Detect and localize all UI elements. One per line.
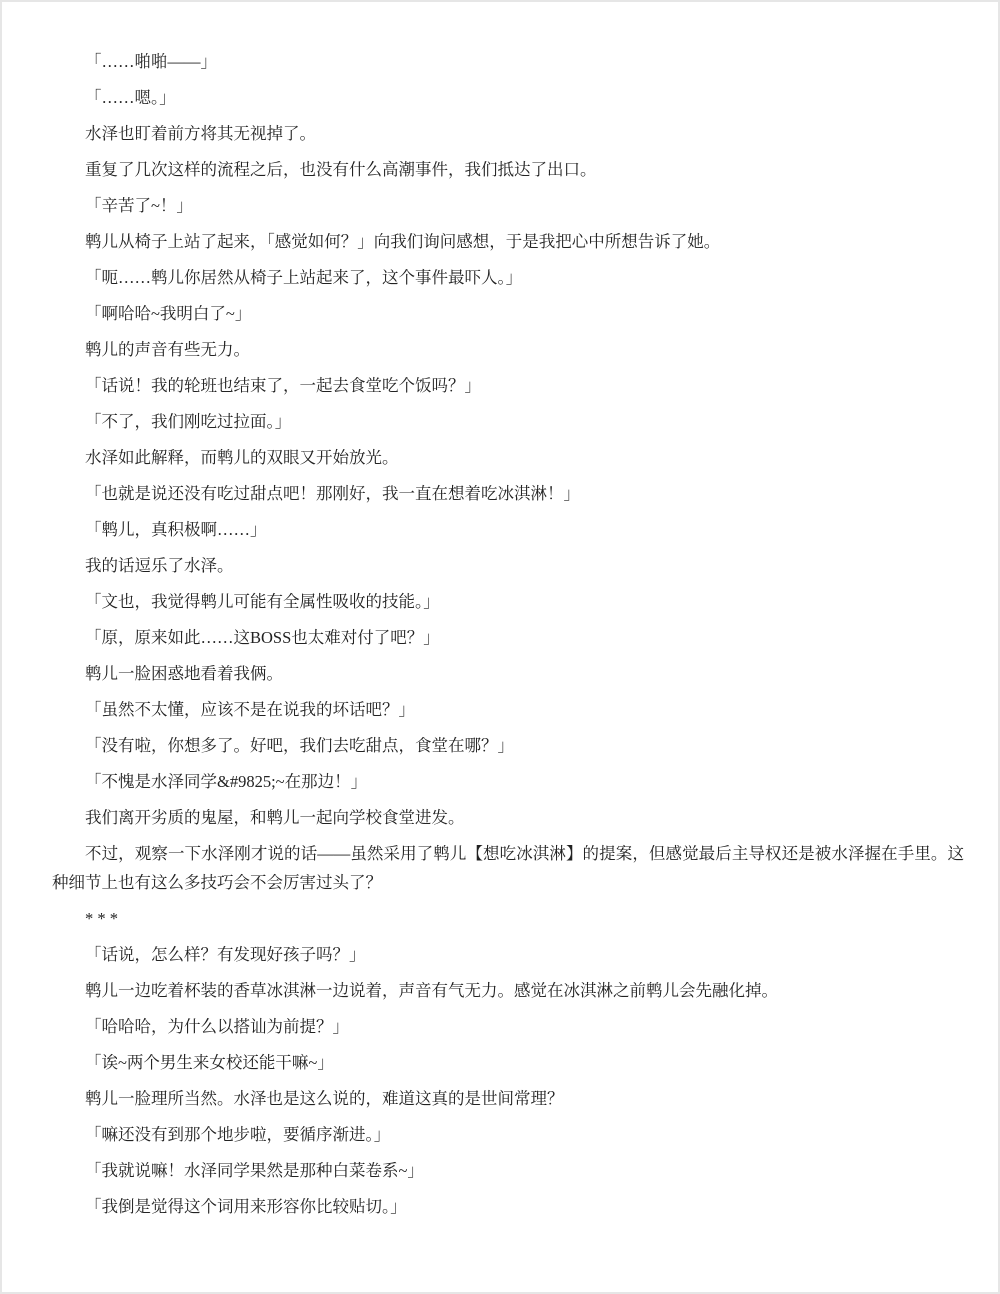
paragraph: 重复了几次这样的流程之后，也没有什么高潮事件，我们抵达了出口。 bbox=[85, 160, 597, 179]
paragraph: 水泽也盯着前方将其无视掉了。 bbox=[85, 124, 316, 143]
novel-text-body bbox=[2, 2, 998, 1221]
paragraph: 鹎儿一脸理所当然。水泽也是这么说的，难道这真的是世间常理？ bbox=[85, 1089, 564, 1108]
paragraph: 鹎儿一边吃着杯装的香草冰淇淋一边说着，声音有气无力。感觉在冰淇淋之前鹎儿会先融化掉。 bbox=[85, 981, 778, 1000]
paragraph: 「虽然不太懂，应该不是在说我的坏话吧？」 bbox=[85, 700, 415, 719]
paragraph: 鹎儿从椅子上站了起来，「感觉如何？」向我们询问感想，于是我把心中所想告诉了她。 bbox=[85, 232, 721, 251]
paragraph: * * * bbox=[85, 909, 118, 928]
paragraph: 我们离开劣质的鬼屋，和鹎儿一起向学校食堂进发。 bbox=[85, 808, 465, 827]
paragraph: 水泽如此解释，而鹎儿的双眼又开始放光。 bbox=[85, 448, 399, 467]
paragraph: 「文也，我觉得鹎儿可能有全属性吸收的技能。」 bbox=[85, 592, 440, 611]
paragraph: 「话说！我的轮班也结束了，一起去食堂吃个饭吗？」 bbox=[85, 376, 481, 395]
paragraph: 「啊哈哈~我明白了~」 bbox=[85, 304, 252, 323]
paragraph: 「不了，我们刚吃过拉面。」 bbox=[85, 412, 292, 431]
paragraph: 「鹎儿，真积极啊……」 bbox=[85, 520, 267, 539]
paragraph: 「哈哈哈，为什么以搭讪为前提？」 bbox=[85, 1017, 349, 1036]
paragraph: 「诶~两个男生来女校还能干嘛~」 bbox=[85, 1053, 334, 1072]
paragraph: 「辛苦了~！」 bbox=[85, 196, 193, 215]
paragraph: 「嘛还没有到那个地步啦，要循序渐进。」 bbox=[85, 1125, 391, 1144]
paragraph: 「也就是说还没有吃过甜点吧！那刚好，我一直在想着吃冰淇淋！」 bbox=[85, 484, 580, 503]
paragraph: 鹎儿一脸困惑地看着我俩。 bbox=[85, 664, 283, 683]
paragraph: 「……嗯。」 bbox=[85, 88, 176, 107]
paragraph: 「我倒是觉得这个词用来形容你比较贴切。」 bbox=[85, 1197, 407, 1216]
paragraph: 「原，原来如此……这BOSS也太难对付了吧？」 bbox=[85, 628, 440, 647]
paragraph: 我的话逗乐了水泽。 bbox=[85, 556, 234, 575]
paragraph: 「……啪啪——」 bbox=[85, 52, 217, 71]
paragraph: 「不愧是水泽同学&#9825;~在那边！」 bbox=[85, 772, 368, 791]
paragraph: 「话说，怎么样？有发现好孩子吗？」 bbox=[85, 945, 366, 964]
paragraph: 「呃……鹎儿你居然从椅子上站起来了，这个事件最吓人。」 bbox=[85, 268, 523, 287]
paragraph: 「我就说嘛！水泽同学果然是那种白菜卷系~」 bbox=[85, 1161, 424, 1180]
paragraph: 鹎儿的声音有些无力。 bbox=[85, 340, 250, 359]
paragraph: 「没有啦，你想多了。好吧，我们去吃甜点，食堂在哪？」 bbox=[85, 736, 514, 755]
paragraph: 不过，观察一下水泽刚才说的话——虽然采用了鹎儿【想吃冰淇淋】的提案，但感觉最后主导权还是被水泽握在手里。这种细节上也有这么多技巧会不会厉害过头了？ bbox=[52, 844, 964, 892]
